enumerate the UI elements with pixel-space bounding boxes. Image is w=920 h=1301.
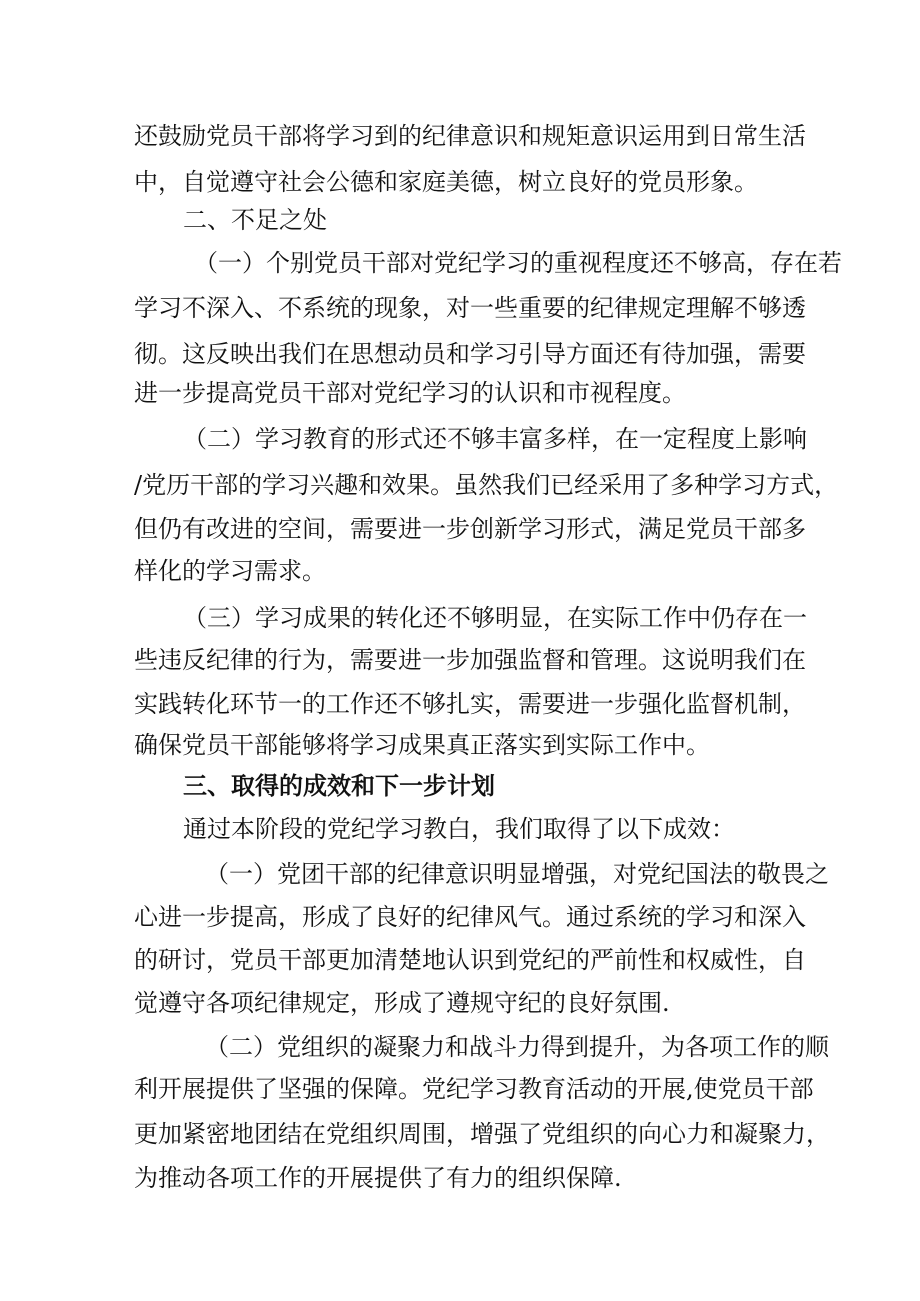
paragraph-line: 觉遵守各项纪律规定，形成了遵规守纪的良好氛围. — [134, 989, 670, 1017]
paragraph-line: （三）学习成果的转化还不够明显，在实际工作中仍存在一 — [183, 604, 807, 632]
paragraph-line: 些违反纪律的行为，需要进一步加强监督和管理。这说明我们在 — [134, 646, 806, 674]
paragraph-line: 心进一步提高，形成了良好的纪律风气。通过系统的学习和深入 — [134, 903, 806, 931]
paragraph-line: （二）学习教育的形式还不够丰富多样，在一定程度上影响 — [183, 425, 807, 453]
paragraph-line: 进一步提高党员干部对党纪学习的认识和市视程度。 — [134, 379, 686, 407]
paragraph-line: 通过本阶段的党纪学习教白，我们取得了以下成效： — [183, 815, 735, 843]
section-heading: 二、不足之处 — [183, 206, 327, 234]
paragraph-line: 为推动各项工作的开展提供了有力的组织保障. — [134, 1164, 622, 1192]
paragraph-line: 实践转化环节一的工作还不够扎实，需要进一步强化监督机制， — [134, 690, 806, 718]
paragraph-line: （一）党团干部的纪律意识明显增强，对党纪国法的敬畏之 — [205, 860, 829, 888]
paragraph-line: （二）党组织的凝聚力和战斗力得到提升，为各项工作的顺 — [205, 1033, 829, 1061]
paragraph-line: 更加紧密地团结在党组织周围，增强了党组织的向心力和凝聚力， — [134, 1120, 830, 1148]
paragraph-line: 彻。这反映出我们在思想动员和学习引导方面还有待加强，需要 — [134, 340, 806, 368]
paragraph-line: 利开展提供了坚强的保障。党纪学习教育活动的开展,使党员干部 — [134, 1075, 814, 1103]
paragraph-line: 中，自觉遵守社会公德和家庭美德，树立良好的党员形象。 — [134, 168, 758, 196]
paragraph-line: 确保党员干部能够将学习成果真正落实到实际工作中。 — [134, 731, 710, 759]
paragraph-line: （一）个别党员干部对党纪学习的重视程度还不够高，存在若 — [194, 249, 842, 277]
paragraph-line: 还鼓励党员干部将学习到的纪律意识和规矩意识运用到日常生活 — [134, 122, 806, 150]
paragraph-line: 但仍有改进的空间，需要进一步创新学习形式，满足党员干部多 — [134, 515, 806, 543]
section-heading: 三、取得的成效和下一步计划 — [183, 772, 495, 800]
paragraph-line: 的研讨，党员干部更加清楚地认识到党纪的严前性和权威性，自 — [134, 946, 806, 974]
paragraph-line: 样化的学习需求。 — [134, 557, 326, 585]
paragraph-line: /党历干部的学习兴趣和效果。虽然我们已经采用了多种学习方式， — [134, 471, 839, 499]
paragraph-line: 学习不深入、不系统的现象，对一些重要的纪律规定理解不够透 — [134, 294, 806, 322]
